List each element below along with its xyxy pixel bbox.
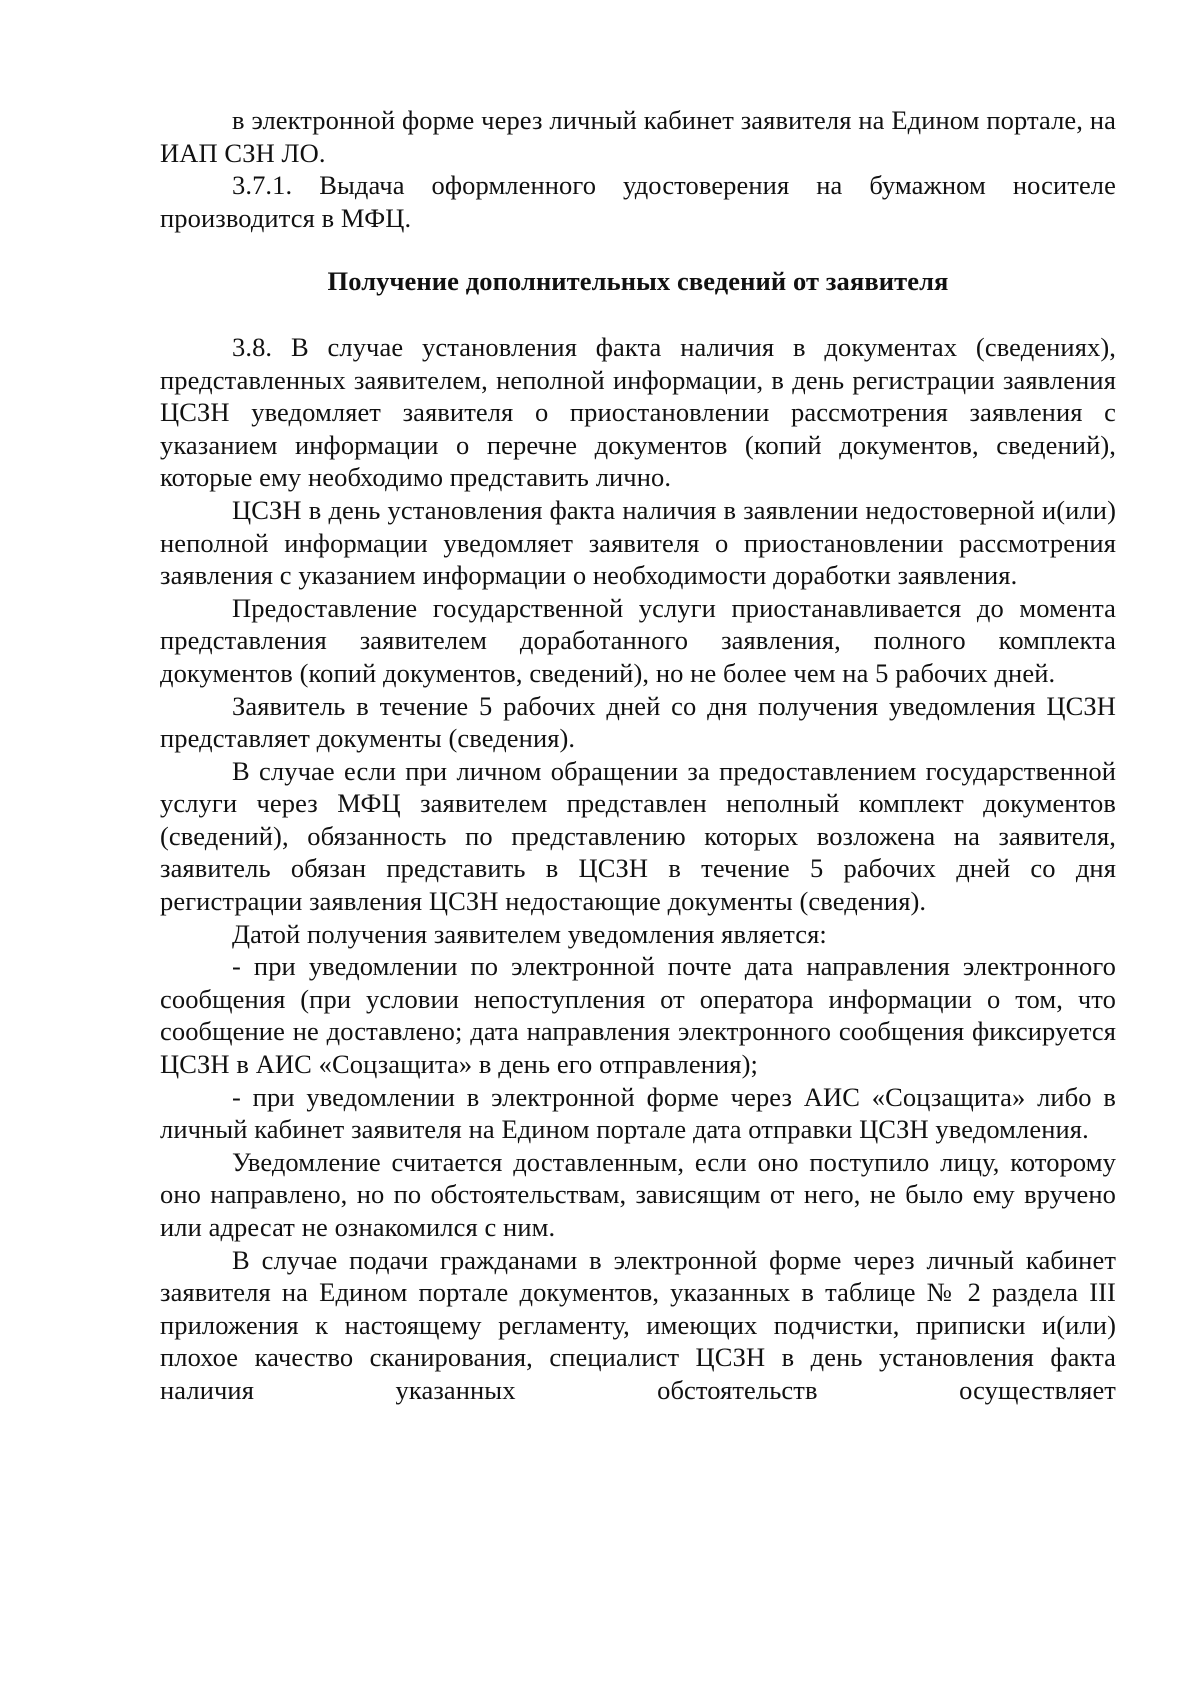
section-heading: Получение дополнительных сведений от заявителя xyxy=(327,266,949,297)
list-item-email: - при уведомлении по электронной почте дата направления электронного сообщения (при условии непоступления от оператора информации о том, что сообщение не доставлено; дата направления электронного сообщения фиксируется ЦСЗН в АИС «Соцзащита» в день его отправления); xyxy=(160,951,1116,1080)
paragraph-3-7-1: 3.7.1. Выдача оформленного удостоверения на бумажном носителе производится в МФЦ. xyxy=(160,170,1116,233)
list-item-electronic: - при уведомлении в электронной форме через АИС «Соцзащита» либо в личный кабинет заявителя на Едином портале дата отправки ЦСЗН уведомления. xyxy=(160,1081,1116,1145)
paragraph-applicant-deadline: Заявитель в течение 5 рабочих дней со дня получения уведомления ЦСЗН представляет документы (сведения). xyxy=(160,690,1116,754)
paragraph-electronic-submission: В случае подачи гражданами в электронной форме через личный кабинет заявителя на Едином портале документов, указанных в таблице № 2 раздела III приложения к настоящему регламенту, имеющих подчистки, приписки и(или) плохое качество сканирования, специалист ЦСЗН в день установления факта наличия указанных обстоятельств осуществляет xyxy=(160,1244,1116,1405)
paragraph-notice-date: Датой получения заявителем уведомления является: xyxy=(232,918,827,949)
paragraph-suspension: Предоставление государственной услуги приостанавливается до момента представления заявителем доработанного заявления, полного комплекта документов (копий документов, сведений), но не более чем на 5 рабочих дней. xyxy=(160,592,1116,688)
document-body xyxy=(160,104,1116,1407)
paragraph-czsn-notice: ЦСЗН в день установления факта наличия в заявлении недостоверной и(или) неполной информации уведомляет заявителя о приостановлении рассмотрения заявления с указанием информации о необходимости доработки заявления. xyxy=(160,494,1116,591)
paragraph-mfc-incomplete: В случае если при личном обращении за предоставлением государственной услуги через МФЦ заявителем представлен неполный комплект документов (сведений), обязанность по представлению которых возложена на заявителя, заявитель обязан представить в ЦСЗН в течение 5 рабочих дней со дня регистрации заявления ЦСЗН недостающие документы (сведения). xyxy=(160,755,1116,917)
paragraph-delivered: Уведомление считается доставленным, если оно поступило лицу, которому оно направлено, но по обстоятельствам, зависящим от него, не было ему вручено или адресат не ознакомился с ним. xyxy=(160,1146,1116,1242)
paragraph-3-8: 3.8. В случае установления факта наличия в документах (сведениях), представленных заявителем, неполной информации, в день регистрации заявления ЦСЗН уведомляет заявителя о приостановлении рассмотрения заявления с указанием информации о перечне документов (копий документов, сведений), которые ему необходимо представить лично. xyxy=(160,331,1116,493)
paragraph-continuation: в электронной форме через личный кабинет заявителя на Едином портале, на ИАП СЗН ЛО. xyxy=(160,105,1116,168)
